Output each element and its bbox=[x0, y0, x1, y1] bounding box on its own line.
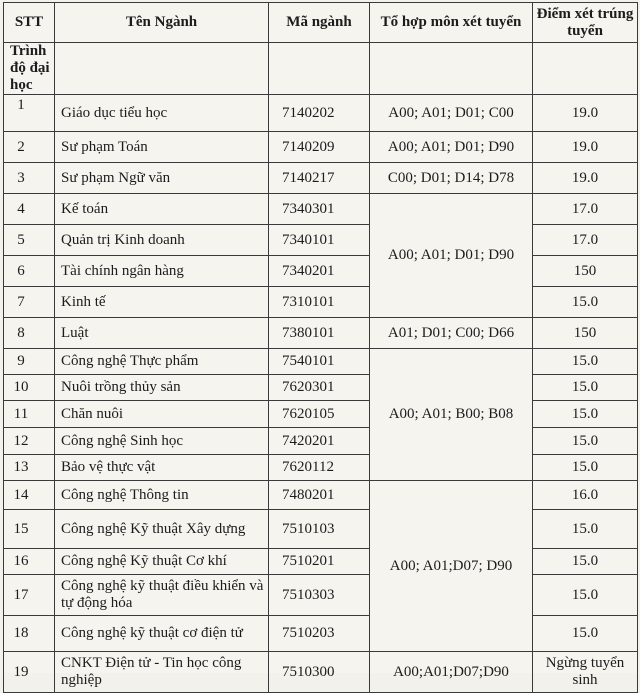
row-stt: 6 bbox=[4, 256, 55, 287]
row-admission-score: 15.0 bbox=[533, 549, 638, 575]
row-major-code: 7340201 bbox=[269, 256, 370, 287]
row-admission-score: 19.0 bbox=[533, 95, 638, 132]
table-row bbox=[4, 194, 638, 225]
row-subject-combination: C00; D01; D14; D78 bbox=[370, 163, 533, 194]
row-subject-combination: A00; A01; D01; D90 bbox=[370, 132, 533, 163]
row-major-name: Công nghệ kỹ thuật điều khiển và tự động hóa bbox=[55, 575, 269, 616]
row-stt: 4 bbox=[4, 194, 55, 225]
row-major-name: Chăn nuôi bbox=[55, 401, 269, 428]
row-major-code: 7380101 bbox=[269, 318, 370, 349]
header-stt: STT bbox=[4, 3, 55, 43]
group-subject-combination: A00; A01;D07; D90 bbox=[370, 481, 533, 652]
row-major-name: Công nghệ Kỹ thuật Cơ khí bbox=[55, 549, 269, 575]
row-stt: 13 bbox=[4, 455, 55, 481]
table-row bbox=[4, 95, 638, 132]
table-row bbox=[4, 318, 638, 349]
row-admission-score: 19.0 bbox=[533, 132, 638, 163]
row-major-name: Sư phạm Ngữ văn bbox=[55, 163, 269, 194]
row-stt: 16 bbox=[4, 549, 55, 575]
admission-score-table bbox=[3, 2, 638, 693]
row-major-name: Giáo dục tiểu học bbox=[55, 95, 269, 132]
table-row bbox=[4, 455, 638, 481]
group-subject-combination: A00; A01; D01; D90 bbox=[370, 194, 533, 318]
row-major-code: 7340101 bbox=[269, 225, 370, 256]
row-major-name: Quản trị Kinh doanh bbox=[55, 225, 269, 256]
group-subject-combination: A00; A01; B00; B08 bbox=[370, 349, 533, 481]
table-row bbox=[4, 375, 638, 401]
row-stt: 17 bbox=[4, 575, 55, 616]
table-row bbox=[4, 481, 638, 510]
row-major-code: 7420201 bbox=[269, 428, 370, 455]
header-subject-combination: Tổ hợp môn xét tuyển bbox=[370, 3, 533, 43]
row-admission-score: 150 bbox=[533, 256, 638, 287]
row-stt: 12 bbox=[4, 428, 55, 455]
row-major-code: 7510300 bbox=[269, 652, 370, 693]
table-row bbox=[4, 132, 638, 163]
row-major-name: Kinh tế bbox=[55, 287, 269, 318]
table-row bbox=[4, 652, 638, 693]
row-admission-score: 17.0 bbox=[533, 194, 638, 225]
row-admission-score: 15.0 bbox=[533, 428, 638, 455]
table-row bbox=[4, 575, 638, 616]
header-row bbox=[4, 3, 638, 43]
row-major-code: 7480201 bbox=[269, 481, 370, 510]
row-admission-score: 15.0 bbox=[533, 616, 638, 652]
row-major-code: 7510201 bbox=[269, 549, 370, 575]
row-major-name: Nuôi trồng thủy sản bbox=[55, 375, 269, 401]
table-row bbox=[4, 401, 638, 428]
row-admission-score: 15.0 bbox=[533, 455, 638, 481]
row-major-code: 7620112 bbox=[269, 455, 370, 481]
row-major-code: 7310101 bbox=[269, 287, 370, 318]
row-major-code: 7540101 bbox=[269, 349, 370, 375]
row-subject-combination: A00;A01;D07;D90 bbox=[370, 652, 533, 693]
row-stt: 14 bbox=[4, 481, 55, 510]
table-row bbox=[4, 256, 638, 287]
row-admission-score: 15.0 bbox=[533, 287, 638, 318]
header-major-code: Mã ngành bbox=[269, 3, 370, 43]
table-row bbox=[4, 287, 638, 318]
row-stt: 15 bbox=[4, 510, 55, 549]
row-major-name: Tài chính ngân hàng bbox=[55, 256, 269, 287]
table-row bbox=[4, 616, 638, 652]
row-stt: 10 bbox=[4, 375, 55, 401]
row-major-code: 7620105 bbox=[269, 401, 370, 428]
header-admission-score: Điểm xét trúng tuyển bbox=[533, 3, 638, 43]
row-stt: 11 bbox=[4, 401, 55, 428]
level-row bbox=[4, 43, 638, 95]
education-level-label: Trình độ đại học bbox=[4, 43, 55, 95]
row-stt: 2 bbox=[4, 132, 55, 163]
row-stt: 3 bbox=[4, 163, 55, 194]
row-admission-score: 19.0 bbox=[533, 163, 638, 194]
row-major-code: 7340301 bbox=[269, 194, 370, 225]
table-row bbox=[4, 225, 638, 256]
row-major-code: 7140217 bbox=[269, 163, 370, 194]
row-admission-score: 15.0 bbox=[533, 510, 638, 549]
row-major-name: Công nghệ Kỹ thuật Xây dựng bbox=[55, 510, 269, 549]
row-major-name: Công nghệ Thông tin bbox=[55, 481, 269, 510]
table-row bbox=[4, 510, 638, 549]
row-major-code: 7510303 bbox=[269, 575, 370, 616]
table-row bbox=[4, 349, 638, 375]
row-stt: 18 bbox=[4, 616, 55, 652]
row-major-code: 7510103 bbox=[269, 510, 370, 549]
row-stt: 9 bbox=[4, 349, 55, 375]
row-major-name: Sư phạm Toán bbox=[55, 132, 269, 163]
row-admission-score: 15.0 bbox=[533, 575, 638, 616]
table-row bbox=[4, 549, 638, 575]
row-admission-score: 15.0 bbox=[533, 401, 638, 428]
row-major-name: Công nghệ Sinh học bbox=[55, 428, 269, 455]
row-stt: 8 bbox=[4, 318, 55, 349]
row-major-code: 7620301 bbox=[269, 375, 370, 401]
row-stt: 19 bbox=[4, 652, 55, 693]
row-admission-score: 15.0 bbox=[533, 375, 638, 401]
row-admission-score: 16.0 bbox=[533, 481, 638, 510]
table-row bbox=[4, 163, 638, 194]
row-major-name: Công nghệ Thực phẩm bbox=[55, 349, 269, 375]
row-admission-score: 15.0 bbox=[533, 349, 638, 375]
row-major-name: Luật bbox=[55, 318, 269, 349]
row-subject-combination: A00; A01; D01; C00 bbox=[370, 95, 533, 132]
row-major-name: Kế toán bbox=[55, 194, 269, 225]
table-row bbox=[4, 428, 638, 455]
row-admission-score: Ngừng tuyển sinh bbox=[533, 652, 638, 693]
admission-score-table-page bbox=[3, 2, 637, 688]
header-major-name: Tên Ngành bbox=[55, 3, 269, 43]
row-stt: 7 bbox=[4, 287, 55, 318]
row-major-code: 7140209 bbox=[269, 132, 370, 163]
row-stt: 5 bbox=[4, 225, 55, 256]
row-subject-combination: A01; D01; C00; D66 bbox=[370, 318, 533, 349]
row-stt: 1 bbox=[4, 95, 55, 132]
row-major-code: 7510203 bbox=[269, 616, 370, 652]
row-major-name: Bảo vệ thực vật bbox=[55, 455, 269, 481]
row-admission-score: 17.0 bbox=[533, 225, 638, 256]
row-major-code: 7140202 bbox=[269, 95, 370, 132]
row-admission-score: 150 bbox=[533, 318, 638, 349]
row-major-name: CNKT Điện tử - Tin học công nghiệp bbox=[55, 652, 269, 693]
row-major-name: Công nghệ kỹ thuật cơ điện tử bbox=[55, 616, 269, 652]
